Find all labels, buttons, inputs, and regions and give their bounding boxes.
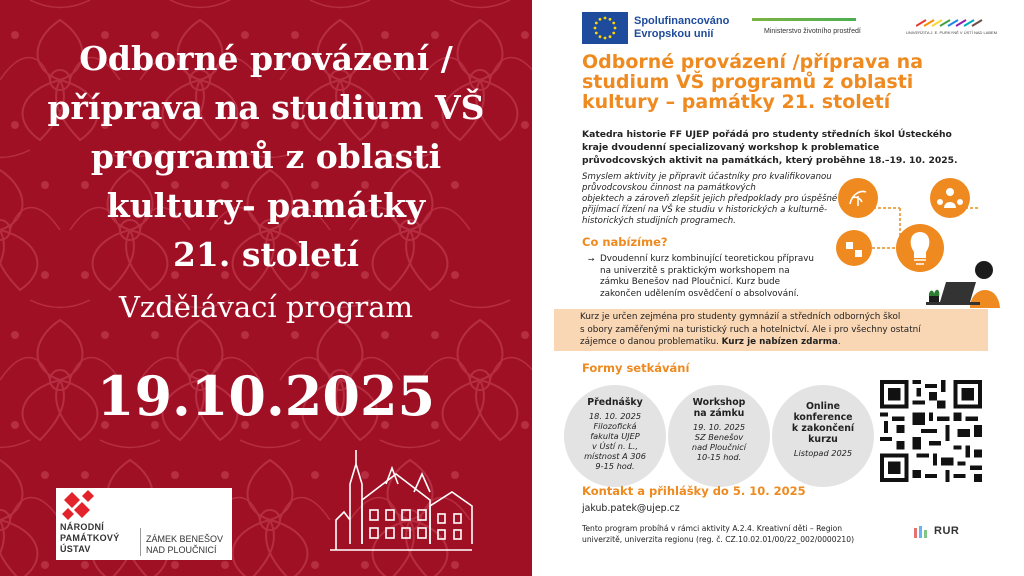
- aim-line: průvodcovskou činnost na památkových: [582, 183, 756, 193]
- footnote-line: Tento program probíhá v rámci aktivity A.2.4. Kreativní děti – Region: [582, 524, 843, 533]
- npu-divider: [140, 528, 141, 556]
- rur-logo: [914, 524, 974, 540]
- castle-name-line: NAD PLOUČNICÍ: [146, 545, 217, 555]
- intro-text: [582, 128, 1002, 167]
- team-network-icon: [930, 178, 970, 218]
- aim-line: objektech a zároveň zlepšit jejich předpoklady pro úspěšné: [582, 194, 838, 204]
- process-icon: [836, 230, 872, 266]
- form-detail: Listopad 2025: [793, 448, 853, 458]
- eu-text-line: Spolufinancováno: [634, 15, 730, 27]
- form-title: kurzu: [808, 434, 838, 445]
- intro-line: kraje dvoudenní specializovaný workshop k problematice: [582, 142, 880, 153]
- form-detail-line: místnost A 306: [584, 451, 646, 461]
- npu-mark-icon: [60, 490, 100, 522]
- npu-name-line: NÁRODNÍ: [60, 522, 105, 532]
- audience-end: .: [837, 337, 841, 347]
- right-title-line: studium VŠ programů z oblasti: [582, 71, 914, 93]
- intro-line: průvodcovských aktivit na památkách, který proběhne 18.–19. 10. 2025.: [582, 155, 958, 166]
- eu-text: [634, 15, 729, 41]
- npu-name-line: ÚSTAV: [60, 544, 91, 554]
- left-title: [20, 34, 512, 279]
- ministry-text: Ministerstvo životního prostředí: [764, 28, 861, 35]
- illustration: [830, 168, 1010, 310]
- aim-text: [582, 172, 852, 227]
- left-title-line: příprava na studium VŠ: [47, 88, 485, 127]
- form-detail-line: 10-15 hod.: [696, 452, 742, 462]
- offer-line: zakončen udělením osvědčení o absolvování.: [600, 288, 799, 299]
- form-detail-line: v Ústí n. L.,: [592, 441, 638, 451]
- rur-text: RUR: [934, 525, 960, 537]
- npu-logo: [56, 488, 232, 560]
- form-detail: [564, 411, 666, 471]
- aim-line: přijímací řízení na VŠ ke studiu v historických a kulturně-: [582, 205, 828, 215]
- aim-line: Smyslem aktivity je připravit účastníky pro kvalifikovanou: [582, 172, 832, 182]
- form-title: konference: [793, 412, 853, 423]
- form-detail-line: 19. 10. 2025: [692, 422, 746, 432]
- left-subtitle: Vzdělávací program: [118, 290, 414, 324]
- form-title: Online: [805, 401, 841, 412]
- form-detail-line: Filozofická: [593, 421, 637, 431]
- offer-line: na univerzitě s praktickým workshopem na: [600, 265, 790, 276]
- npu-name: [60, 522, 140, 555]
- offer-line: zámku Benešov nad Ploučnicí. Kurz bude: [600, 277, 781, 287]
- form-title: Přednášky: [587, 397, 643, 408]
- form-detail-line: SZ Benešov: [694, 432, 744, 442]
- ministry-logo-bar: [752, 18, 856, 21]
- right-panel: [554, 0, 1024, 576]
- audience-line: s obory zaměřenými na turistický ruch a hotelnictví. Ale i pro všechny ostatní: [580, 324, 921, 335]
- npu-name-line: PAMÁTKOVÝ: [60, 533, 120, 543]
- footnote-line: univerzitě, univerzita regionu (reg. č. CZ.10.02.01/00/22_002/0000210): [582, 534, 855, 544]
- audience-line: [580, 336, 988, 349]
- audience-text: [580, 311, 988, 349]
- free-course-note: Kurz je nabízen zdarma: [721, 337, 838, 347]
- castle-name-line: ZÁMEK BENEŠOV: [146, 534, 224, 544]
- offer-heading: Co nabízíme?: [582, 235, 668, 249]
- form-detail: [668, 422, 770, 462]
- partner-logos: [582, 10, 1002, 46]
- growth-icon: [838, 178, 878, 218]
- right-title: [582, 52, 1002, 112]
- eu-flag-icon: [582, 12, 628, 44]
- form-title: k zakončení: [791, 423, 855, 434]
- ujep-logo-icon: [916, 18, 990, 28]
- left-title-line: kultury- památky: [106, 186, 426, 225]
- person-laptop-icon: [926, 261, 1000, 308]
- form-title: Workshop: [692, 397, 746, 408]
- right-title-line: kultury – památky 21. století: [582, 91, 891, 113]
- offer-line: Dvoudenní kurz kombinující teoretickou přípravu: [600, 254, 814, 264]
- castle-name: [146, 534, 232, 556]
- left-title-line: Odborné provázení /: [79, 39, 453, 78]
- form-detail-line: 9-15 hod.: [595, 461, 635, 471]
- form-title: na zámku: [693, 408, 745, 419]
- form-detail-line: 18. 10. 2025: [588, 411, 642, 421]
- intro-line: Katedra historie FF UJEP pořádá pro studenty středních škol Ústeckého: [582, 129, 952, 140]
- left-title-line: 21. století: [172, 235, 360, 274]
- university-text: UNIVERZITA J. E. PURKYNĚ V ÚSTÍ NAD LABEM: [906, 30, 998, 35]
- forms-heading: Formy setkávání: [582, 361, 690, 375]
- footnote: [582, 524, 912, 545]
- contact-heading: Kontakt a přihlášky do 5. 10. 2025: [582, 484, 806, 498]
- audience-plain: zájemce o danou problematiku.: [580, 337, 722, 347]
- qr-code-icon[interactable]: [880, 380, 982, 482]
- offer-text: [600, 254, 820, 300]
- aim-line: historických studijních programech.: [582, 216, 736, 226]
- form-lectures: [564, 385, 666, 487]
- idea-lightbulb-icon: [896, 224, 944, 272]
- form-detail-line: nad Ploučnicí: [691, 442, 747, 452]
- arrow-bullet-icon: ➙: [588, 255, 595, 264]
- eu-text-line: Evropskou unií: [634, 28, 714, 40]
- left-title-line: programů z oblasti: [90, 137, 442, 176]
- right-title-line: Odborné provázení /příprava na: [582, 51, 924, 73]
- contact-email-link[interactable]: jakub.patek@ujep.cz: [582, 503, 680, 514]
- castle-drawing-icon: [326, 444, 476, 556]
- form-detail-line: fakulta UJEP: [590, 431, 640, 441]
- left-date: 19.10.2025: [96, 364, 436, 428]
- form-workshop: [668, 385, 770, 487]
- audience-line: Kurz je určen zejména pro studenty gymnázií a středních odborných škol: [580, 312, 901, 322]
- rur-bars-icon: [914, 526, 930, 538]
- form-online-conference: [772, 385, 874, 487]
